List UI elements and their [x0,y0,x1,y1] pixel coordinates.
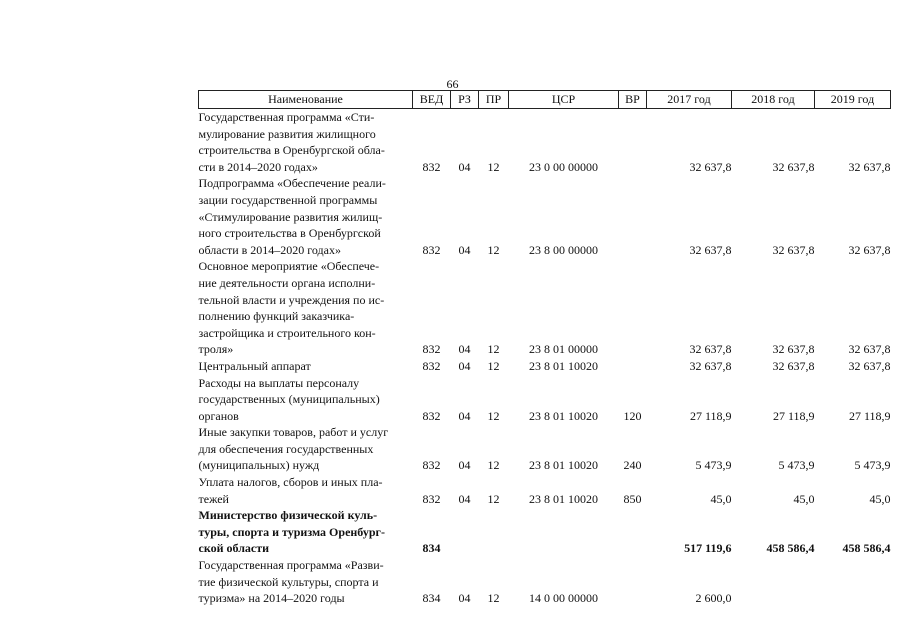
cell-name-line: «Стимулирование развития жилищ- [198,209,383,224]
cell-name [199,557,413,607]
col-header-rz: РЗ [451,91,479,109]
cell-name-line: сти в 2014–2020 годах» [198,159,318,174]
cell-vr [619,258,647,358]
cell-ved: 832 [422,358,441,373]
table-row [199,358,891,375]
col-header-2018: 2018 год [732,91,815,109]
cell-amount-2019: 32 637,8 [848,242,891,257]
cell-rz: 04 [458,358,471,373]
cell-pr: 12 [487,342,500,357]
cell-name-line: Основное мероприятие «Обеспече- [198,259,380,274]
cell-ved: 832 [422,242,441,257]
cell-name-line: тежей [198,491,229,506]
cell-rz: 04 [458,591,471,606]
budget-table [198,90,891,607]
col-header-ved: ВЕД [413,91,451,109]
cell-amount-2019: 458 586,4 [842,541,891,556]
table-row [199,258,891,358]
cell-amount-2019: 32 637,8 [848,342,891,357]
cell-name-line: Государственная программа «Сти- [198,110,375,124]
table-row [199,109,891,176]
cell-pr: 12 [487,491,500,506]
cell-name-line: для обеспечения государственных [198,441,374,456]
cell-amount-2018: 5 473,9 [778,458,815,473]
cell-amount-2017: 45,0 [710,491,732,506]
cell-amount-2017: 5 473,9 [695,458,732,473]
cell-vr: 240 [623,458,642,473]
cell-amount-2018: 27 118,9 [772,408,815,423]
cell-name-line: ние деятельности органа исполни- [198,275,376,290]
cell-name-line: тие физической культуры, спорта и [198,574,379,589]
cell-name-line: ного строительства в Оренбургской [198,226,381,241]
cell-vr [619,109,647,176]
cell-name-line: Центральный аппарат [198,358,311,373]
cell-vr [619,557,647,607]
cell-name-line: застройщика и строительного кон- [198,325,376,340]
cell-name-line: (муниципальных) нужд [198,458,320,473]
cell-name [199,358,413,375]
cell-amount-2019: 32 637,8 [848,358,891,373]
cell-name-line: ской области [198,541,270,556]
col-header-2017: 2017 год [647,91,732,109]
cell-rz: 04 [458,342,471,357]
cell-vr [619,507,647,557]
cell-csr: 23 8 01 00000 [529,342,598,357]
cell-vr: 120 [623,408,642,423]
cell-csr [509,507,619,557]
cell-vr: 850 [623,491,642,506]
col-header-csr: ЦСР [509,91,619,109]
cell-csr: 23 8 01 10020 [529,491,598,506]
cell-rz: 04 [458,491,471,506]
cell-name-line: строительства в Оренбургской обла- [198,143,385,158]
cell-name [199,258,413,358]
cell-vr [619,358,647,375]
cell-pr: 12 [487,458,500,473]
cell-name-line: полнению функций заказчика- [198,309,355,324]
cell-ved: 832 [422,408,441,423]
cell-rz [451,507,479,557]
col-header-pr: ПР [479,91,509,109]
cell-name-line: мулирование развития жилищного [198,126,376,141]
cell-rz: 04 [458,458,471,473]
cell-rz: 04 [458,159,471,174]
col-header-vr: ВР [619,91,647,109]
cell-name-line: Государственная программа «Разви- [198,558,384,573]
cell-rz: 04 [458,408,471,423]
cell-name [199,507,413,557]
cell-pr: 12 [487,408,500,423]
col-header-name: Наименование [199,91,413,109]
cell-amount-2017: 32 637,8 [689,342,732,357]
cell-name-line: государственных (муниципальных) [198,392,380,407]
cell-pr: 12 [487,242,500,257]
cell-name-line: Министерство физической куль- [198,508,378,523]
cell-name-line: Подпрограмма «Обеспечение реали- [198,176,386,191]
page-number: 66 [446,77,459,91]
cell-name-line: Уплата налогов, сборов и иных пла- [198,475,383,490]
cell-vr [619,175,647,258]
cell-name [199,109,413,176]
cell-csr: 23 0 00 00000 [529,159,598,174]
table-row [199,175,891,258]
table-row [199,424,891,474]
cell-name-line: туры, спорта и туризма Оренбург- [198,524,385,539]
cell-name [199,424,413,474]
table-header-row [199,91,891,109]
cell-pr: 12 [487,159,500,174]
cell-ved: 832 [422,342,441,357]
cell-amount-2019 [815,557,891,607]
table-row [199,375,891,425]
cell-amount-2019: 45,0 [869,491,891,506]
cell-amount-2019: 32 637,8 [848,159,891,174]
cell-pr [479,507,509,557]
cell-pr: 12 [487,591,500,606]
cell-amount-2018: 458 586,4 [766,541,815,556]
table-row [199,474,891,507]
cell-amount-2018: 32 637,8 [772,358,815,373]
cell-amount-2019: 5 473,9 [854,458,891,473]
cell-amount-2017: 32 637,8 [689,242,732,257]
cell-csr: 23 8 01 10020 [529,458,598,473]
cell-name-line: органов [198,408,239,423]
cell-ved: 834 [422,541,441,556]
cell-amount-2019: 27 118,9 [848,408,891,423]
cell-name-line: Расходы на выплаты персоналу [198,375,360,390]
cell-ved: 832 [422,491,441,506]
cell-amount-2018: 32 637,8 [772,159,815,174]
col-header-2019: 2019 год [815,91,891,109]
cell-name [199,375,413,425]
cell-csr: 23 8 01 10020 [529,408,598,423]
cell-csr: 14 0 00 00000 [529,591,598,606]
cell-csr: 23 8 01 10020 [529,358,598,373]
cell-name-line: области в 2014–2020 годах» [198,242,341,257]
cell-name-line: Иные закупки товаров, работ и услуг [198,425,389,440]
cell-ved: 832 [422,458,441,473]
cell-name-line: туризма» на 2014–2020 годы [198,591,345,606]
cell-name-line: троля» [198,342,234,357]
cell-amount-2018 [732,557,815,607]
cell-amount-2017: 32 637,8 [689,159,732,174]
cell-pr: 12 [487,358,500,373]
cell-ved: 834 [422,591,441,606]
table-row [199,557,891,607]
cell-name [199,175,413,258]
cell-name [199,474,413,507]
cell-amount-2017: 32 637,8 [689,358,732,373]
table-row [199,507,891,557]
cell-amount-2018: 32 637,8 [772,242,815,257]
cell-name-line: тельной власти и учреждения по ис- [198,292,385,307]
table-body [199,109,891,607]
cell-csr: 23 8 00 00000 [529,242,598,257]
cell-name-line: зации государственной программы [198,192,378,207]
cell-amount-2018: 32 637,8 [772,342,815,357]
cell-amount-2017: 517 119,6 [684,541,732,556]
cell-rz: 04 [458,242,471,257]
cell-amount-2018: 45,0 [793,491,815,506]
cell-ved: 832 [422,159,441,174]
cell-amount-2017: 2 600,0 [695,591,732,606]
cell-amount-2017: 27 118,9 [689,408,732,423]
